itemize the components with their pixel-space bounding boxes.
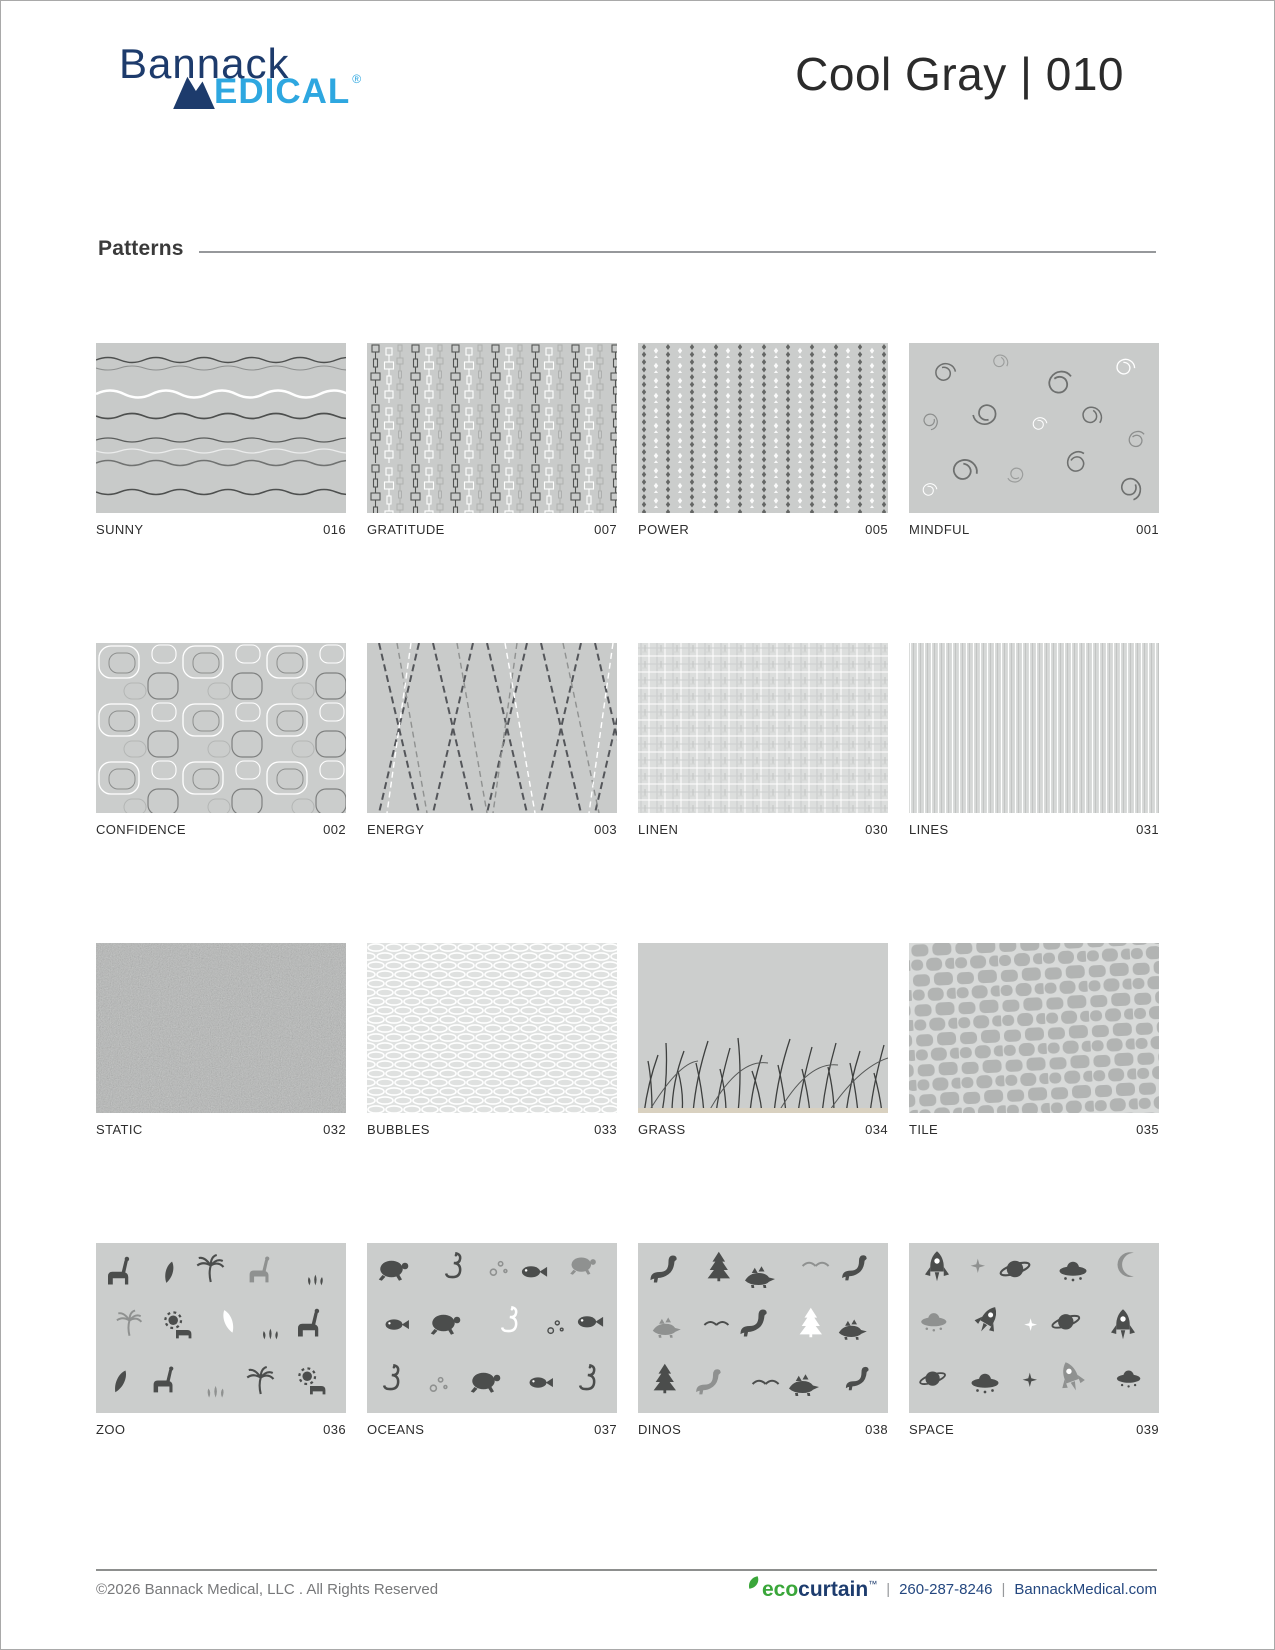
phone-number: 260-287-8246: [899, 1581, 993, 1598]
pattern-card: [909, 343, 1159, 537]
pattern-card: [367, 943, 617, 1137]
pattern-name: POWER: [638, 522, 690, 537]
pattern-card: [638, 943, 888, 1137]
pattern-card: [638, 643, 888, 837]
pattern-code: 007: [594, 522, 617, 537]
footer-separator: |: [886, 1581, 891, 1598]
pattern-name: DINOS: [638, 1422, 682, 1437]
registered-mark: ®: [352, 72, 362, 86]
patterns-section-header: [98, 237, 1156, 261]
pattern-name: MINDFUL: [909, 522, 970, 537]
swatch-static: [96, 943, 346, 1113]
pattern-name: SUNNY: [96, 522, 144, 537]
swatch-gratitude: [367, 343, 617, 513]
pattern-code: 030: [865, 822, 888, 837]
pattern-code: 036: [323, 1422, 346, 1437]
website-link[interactable]: BannackMedical.com: [1014, 1581, 1157, 1598]
pattern-code: 002: [323, 822, 346, 837]
swatch-bubbles: [367, 943, 617, 1113]
pattern-name: ENERGY: [367, 822, 425, 837]
page-title: Cool Gray | 010: [795, 48, 1124, 100]
swatch-tile: [909, 943, 1159, 1113]
pattern-name: LINEN: [638, 822, 679, 837]
pattern-name: BUBBLES: [367, 1122, 430, 1137]
pattern-name: ZOO: [96, 1422, 126, 1437]
section-heading: Patterns: [98, 237, 184, 260]
pattern-name: STATIC: [96, 1122, 143, 1137]
pattern-card: [909, 943, 1159, 1137]
pattern-name: LINES: [909, 822, 949, 837]
pattern-code: 037: [594, 1422, 617, 1437]
pattern-name: GRATITUDE: [367, 522, 445, 537]
logo-word-bannack: Bannack: [119, 40, 290, 87]
pattern-code: 032: [323, 1122, 346, 1137]
pattern-card: [909, 643, 1159, 837]
logo-word-medical: EDICAL: [214, 72, 351, 111]
footer: [96, 1579, 1157, 1600]
footer-rule: [96, 1569, 1157, 1571]
pattern-card: [96, 1243, 346, 1437]
pattern-name: OCEANS: [367, 1422, 425, 1437]
swatch-power: [638, 343, 888, 513]
pattern-card: [96, 943, 346, 1137]
pattern-code: 033: [594, 1122, 617, 1137]
brand-curtain: curtain: [798, 1578, 869, 1601]
pattern-code: 016: [323, 522, 346, 537]
brand-eco: eco: [761, 1578, 799, 1601]
pattern-code: 038: [865, 1422, 888, 1437]
pattern-code: 003: [594, 822, 617, 837]
pattern-card: [367, 343, 617, 537]
leaf-icon: [746, 1575, 761, 1590]
swatch-mindful: [909, 343, 1159, 513]
pattern-code: 001: [1136, 522, 1159, 537]
pattern-card: [96, 643, 346, 837]
ecocurtain-logo: [746, 1579, 877, 1600]
pattern-code: 035: [1136, 1122, 1159, 1137]
mountain-icon: [171, 73, 217, 109]
swatch-sunny: [96, 343, 346, 513]
brand-logo: [119, 40, 362, 111]
pattern-code: 034: [865, 1122, 888, 1137]
pattern-card: [367, 1243, 617, 1437]
swatch-linen: [638, 643, 888, 813]
swatch-confidence: [96, 643, 346, 813]
heading-rule: [199, 251, 1156, 253]
footer-separator: |: [1001, 1581, 1006, 1598]
pattern-name: TILE: [909, 1122, 939, 1137]
pattern-name: CONFIDENCE: [96, 822, 186, 837]
pattern-card: [367, 643, 617, 837]
pattern-code: 039: [1136, 1422, 1159, 1437]
swatch-dinos: [638, 1243, 888, 1413]
pattern-name: GRASS: [638, 1122, 686, 1137]
pattern-card: [909, 1243, 1159, 1437]
swatch-lines: [909, 643, 1159, 813]
pattern-card: [638, 343, 888, 537]
pattern-code: 031: [1136, 822, 1159, 837]
pattern-card: [96, 343, 346, 537]
swatch-zoo: [96, 1243, 346, 1413]
trademark-mark: ™: [868, 1579, 878, 1589]
swatch-oceans: [367, 1243, 617, 1413]
pattern-code: 005: [865, 522, 888, 537]
pattern-grid: [96, 343, 1159, 1437]
pattern-card: [638, 1243, 888, 1437]
swatch-energy: [367, 643, 617, 813]
pattern-name: SPACE: [909, 1422, 955, 1437]
swatch-space: [909, 1243, 1159, 1413]
swatch-grass: [638, 943, 888, 1113]
copyright-text: ©2026 Bannack Medical, LLC . All Rights Reserved: [96, 1581, 439, 1598]
